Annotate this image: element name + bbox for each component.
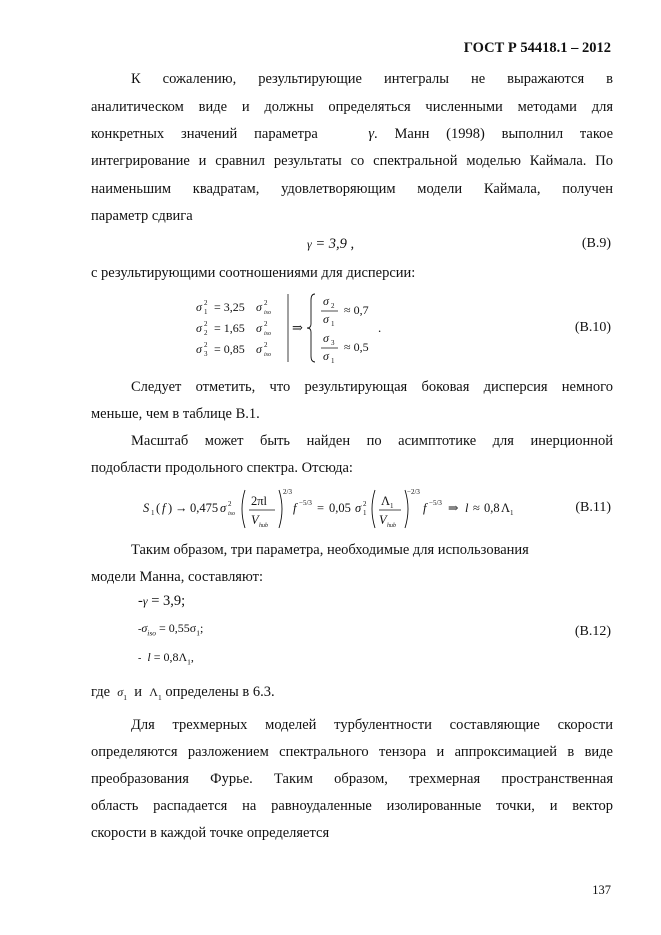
svg-text:V: V [251,513,259,527]
svg-text:S: S [143,501,150,515]
svg-text:= 3,25: = 3,25 [214,300,245,314]
svg-text:1: 1 [151,509,155,517]
text-line: интегрирование и сравнил результаты со спектральной моделью Каймала. По [91,153,613,169]
svg-text:2: 2 [204,299,208,307]
list-item: - $l = 0,8\Lambda_1$, [138,650,194,667]
svg-text:−5/3: −5/3 [299,499,312,507]
text-line: область распадается на равноудаленные изолированные точки, и вектор [91,798,613,814]
svg-text:1: 1 [510,509,514,517]
svg-text:Λ: Λ [501,501,511,515]
equation-number: (В.10) [574,320,611,335]
svg-text:l: l [465,501,469,515]
text-line: наименьшим квадратам, удовлетворяющим модели Каймала, получен [91,181,613,197]
ratio-value: ≈ 0,7 [344,303,369,317]
svg-text:= 1,65: = 1,65 [214,321,245,335]
implies-arrow: ⇒ [292,320,303,335]
spectrum-asymptote-equation [143,484,543,534]
svg-text:iso: iso [264,331,272,337]
text-line: подобласти продольного спектра. Отсюда: [91,460,353,476]
list-item: $-\sigma_{iso} = 0,55\sigma_1$; [138,621,204,638]
sigma-1-squared: σ [196,300,202,314]
svg-text:iso: iso [264,310,272,316]
svg-text:−2/3: −2/3 [407,488,420,496]
gamma-symbol: γ [368,126,375,142]
sigma-2-squared: σ [196,321,202,335]
svg-text:σ: σ [256,321,262,335]
svg-text:2: 2 [264,299,268,307]
svg-text:⇒: ⇒ [448,501,459,515]
svg-text:Λ: Λ [381,494,391,508]
left-brace [307,294,315,362]
paragraph-2: с результирующими соотношениями для дисперсии: [91,265,416,281]
sigma-3-squared: σ [196,342,202,356]
text-line: скорости в каждой точке определяется [91,825,330,841]
text-line: определяются разложением спектрального тензора и аппроксимацией в виде [91,744,613,760]
text-line: К сожалению, результирующие интегралы не выражаются в [131,71,613,87]
svg-text:1: 1 [331,320,335,328]
svg-text:1: 1 [390,502,394,510]
text-line: меньше, чем в таблице В.1. [91,406,260,422]
svg-text:hub: hub [259,523,268,529]
svg-text:iso: iso [264,352,272,358]
svg-text:2: 2 [264,341,268,349]
svg-text:hub: hub [387,523,396,529]
svg-text:f: f [423,501,427,515]
svg-text:σ: σ [256,300,262,314]
gamma-symbol: γ [307,237,312,251]
svg-text:σ: σ [220,501,227,515]
svg-text:2: 2 [363,500,367,508]
list-item: -γ = 3,9; [138,593,186,609]
svg-text:1: 1 [363,509,367,517]
svg-text:2πl: 2πl [251,494,268,508]
svg-text:2: 2 [228,500,232,508]
svg-text:3: 3 [204,350,208,358]
svg-text:≈: ≈ [473,501,480,515]
gamma-symbol: γ [142,594,148,608]
svg-text:f: f [162,501,166,515]
svg-text:σ: σ [323,349,329,363]
equation-number: (В.11) [575,500,611,515]
svg-text:1: 1 [204,308,208,316]
svg-text:σ: σ [323,294,329,308]
svg-text:3: 3 [331,339,335,347]
svg-text:σ: σ [323,331,329,345]
document-header: ГОСТ Р 54418.1 – 2012 [463,40,611,56]
svg-text:= 0,85: = 0,85 [214,342,245,356]
svg-text:(: ( [156,501,161,515]
text-line: Для трехмерных моделей турбулентности составляющие скорости [131,717,613,733]
text-line: аналитическом виде и должны определяться численными методами для [91,99,613,115]
text-line: Масштаб может быть найден по асимптотике для инерционной [131,433,613,449]
svg-text:.: . [378,320,382,335]
svg-text:f: f [293,501,297,515]
text-line: Следует отметить, что результирующая боковая дисперсия немного [131,379,613,395]
svg-text:2: 2 [204,341,208,349]
svg-text:0,05: 0,05 [329,501,351,515]
text-line: конкретных значений параметра γ. Манн (1998) выполнил такое [91,126,614,142]
ratio-value: ≈ 0,5 [344,340,369,354]
svg-text:iso: iso [228,511,236,517]
text-line: параметр сдвига [91,208,193,224]
svg-text:2: 2 [264,320,268,328]
svg-text:−5/3: −5/3 [429,499,442,507]
svg-text:σ: σ [355,501,362,515]
svg-text:2: 2 [204,320,208,328]
text-line: преобразования Фурье. Таким образом, трехмерная пространственная [91,771,613,787]
text-line: модели Манна, составляют: [91,569,263,585]
variance-equations [190,290,450,370]
text-line: Таким образом, три параметра, необходимые для использования [131,542,529,558]
svg-text:σ: σ [256,342,262,356]
equation-number: (В.12) [574,624,611,639]
page-number: 137 [592,883,611,897]
svg-text:σ: σ [323,312,329,326]
svg-text:): ) [168,501,173,515]
paragraph-6: где $\sigma_1$ и $\Lambda_1$ определены в 6.3. [91,684,275,702]
svg-text:=: = [317,501,325,515]
equation-number: (В.9) [581,236,611,251]
svg-text:2: 2 [204,329,208,337]
svg-text:1: 1 [331,357,335,365]
svg-text:0,475: 0,475 [190,501,219,515]
svg-text:→: → [175,501,188,515]
svg-text:0,8: 0,8 [484,501,500,515]
svg-text:2: 2 [331,302,335,310]
svg-text:V: V [379,513,387,527]
svg-text:2/3: 2/3 [283,488,292,496]
